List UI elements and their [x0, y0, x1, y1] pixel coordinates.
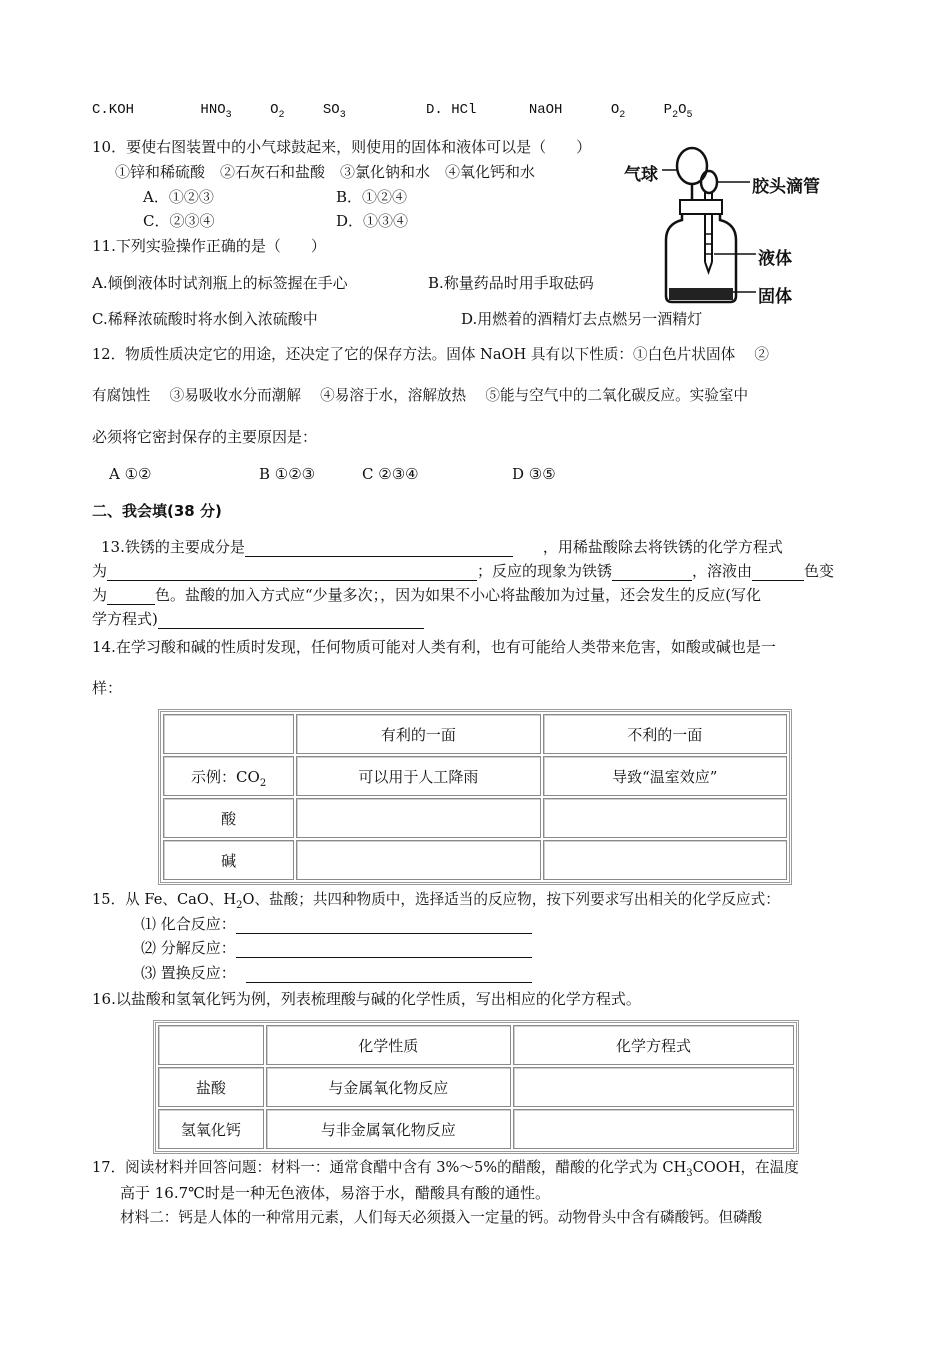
q17-line2: 高于 16.7℃时是一种无色液体，易溶于水，醋酸具有酸的通性。	[120, 1184, 550, 1202]
q14-acid-row	[163, 798, 787, 838]
q15-item3: ⑶ 置换反应：	[141, 963, 532, 983]
q14-base-good-cell[interactable]	[296, 840, 540, 880]
q16-header-property: 化学性质	[266, 1025, 511, 1065]
q15-item1: ⑴ 化合反应：	[141, 914, 532, 934]
q12-line1: 12．物质性质决定它的用途，还决定了它的保存方法。固体 NaOH 具有以下性质：①白色片状固体 ②	[92, 346, 769, 363]
q14-example-row	[163, 756, 787, 796]
q10-stem: 10．要使右图装置中的小气球鼓起来，则使用的固体和液体可以是（ ）	[92, 138, 592, 156]
apparatus-figure	[622, 144, 842, 314]
q16-hcl-row	[158, 1067, 794, 1107]
q11-option-a: A.倾倒液体时试剂瓶上的标签握在手心	[92, 274, 348, 292]
q16-header-row	[158, 1025, 794, 1065]
q13-blank-color-to[interactable]	[107, 588, 155, 605]
q9-option-c: C.KOH $HNO_3$ $O_2$ $SO_3$	[92, 102, 346, 121]
q14-header-good: 有利的一面	[296, 714, 540, 754]
q12-option-c: C ②③④	[362, 465, 419, 483]
q14-header-bad: 不利的一面	[543, 714, 787, 754]
q14-example-bad: 导致“温室效应”	[543, 756, 787, 796]
q14-base-row	[163, 840, 787, 880]
q13-line2: 为 ；反应的现象为铁锈 ，溶液由 色变	[92, 562, 835, 580]
q13-blank-phenomenon[interactable]	[612, 564, 692, 581]
label-balloon: 气球	[624, 165, 658, 185]
q10-items: ①锌和稀硫酸 ②石灰石和盐酸 ③氯化钠和水 ④氧化钙和水	[115, 163, 536, 181]
q14-example-good: 可以用于人工降雨	[296, 756, 540, 796]
q16-stem: 16.以盐酸和氢氧化钙为例，列表梳理酸与碱的化学性质，写出相应的化学方程式。	[92, 990, 641, 1008]
q16-hcl-label: 盐酸	[158, 1067, 264, 1107]
q16-caoh2-label: 氢氧化钙	[158, 1109, 264, 1149]
q14-line1: 14.在学习酸和碱的性质时发现，任何物质可能对人类有利，也有可能给人类带来危害，如酸或碱也是一	[92, 638, 776, 656]
solid-shape	[669, 288, 733, 300]
q16-header-empty	[158, 1025, 264, 1065]
q13-line3: 为 色。盐酸的加入方式应“少量多次；，因为如果不小心将盐酸加为过量，还会发生的反应(写化	[92, 586, 762, 604]
q11-option-c: C.稀释浓硫酸时将水倒入浓硫酸中	[92, 310, 318, 328]
q12-option-d: D ③⑤	[512, 465, 556, 483]
q14-base-label: 碱	[163, 840, 294, 880]
q11-option-b: B.称量药品时用手取砝码	[428, 274, 594, 292]
dropper-bulb-shape	[701, 171, 717, 193]
q16-hcl-property: 与金属氧化物反应	[266, 1067, 511, 1107]
q13-line4: 学方程式)	[92, 609, 424, 629]
label-liquid: 液体	[758, 249, 792, 269]
q17-line1: 17．阅读材料并回答问题：材料一：通常食醋中含有 3%～5%的醋酸，醋酸的化学式为 $CH_3COOH$，在温度	[92, 1159, 799, 1179]
q14-acid-good-cell[interactable]	[296, 798, 540, 838]
q14-acid-bad-cell[interactable]	[543, 798, 787, 838]
q16-hcl-equation-cell[interactable]	[513, 1067, 794, 1107]
q12-option-b: B ①②③	[259, 465, 316, 483]
q14-header-row	[163, 714, 787, 754]
q14-base-bad-cell[interactable]	[543, 840, 787, 880]
q10-option-d: D．①③④	[336, 212, 409, 230]
q15-item2: ⑵ 分解反应：	[141, 938, 532, 958]
section-2-title: 二、我会填(38 分)	[92, 502, 222, 520]
q13-blank-color-from[interactable]	[752, 564, 804, 581]
q14-table	[158, 709, 792, 885]
q15-blank-decomposition[interactable]	[236, 941, 532, 958]
q16-caoh2-row	[158, 1109, 794, 1149]
q14-line2: 样：	[92, 679, 123, 697]
q17-line3: 材料二：钙是人体的一种常用元素，人们每天必须摄入一定量的钙。动物骨头中含有磷酸钙。但磷酸	[120, 1209, 763, 1226]
q12-option-a: A ①②	[109, 465, 152, 483]
q10-option-c: C．②③④	[143, 212, 215, 230]
q11-option-d: D.用燃着的酒精灯去点燃另一酒精灯	[461, 310, 703, 328]
q13-line1: 13.铁锈的主要成分是 ，用稀盐酸除去将铁锈的化学方程式	[101, 538, 783, 556]
q11-stem: 11.下列实验操作正确的是（ ）	[92, 237, 326, 255]
q12-line2: 有腐蚀性 ③易吸收水分而潮解 ④易溶于水，溶解放热 ⑤能与空气中的二氧化碳反应。实验室中	[92, 387, 749, 404]
label-dropper: 胶头滴管	[752, 177, 820, 197]
q10-option-b: B．①②④	[336, 188, 408, 206]
q14-example-label: 示例：$CO_2$	[163, 756, 294, 796]
q13-blank-rust[interactable]	[245, 540, 513, 557]
q14-acid-label: 酸	[163, 798, 294, 838]
q16-caoh2-property: 与非金属氧化物反应	[266, 1109, 511, 1149]
q16-header-equation: 化学方程式	[513, 1025, 794, 1065]
q10-option-a: A．①②③	[143, 188, 214, 206]
q14-header-empty	[163, 714, 294, 754]
q13-blank-equation[interactable]	[107, 564, 477, 581]
q15-blank-combination[interactable]	[236, 917, 532, 934]
q15-stem: 15．从 Fe、CaO、$H_2O$、盐酸；共四种物质中，选择适当的反应物，按下列要求写出相关的化学反应式：	[92, 891, 780, 911]
q12-line3: 必须将它密封保存的主要原因是：	[92, 428, 318, 446]
label-solid: 固体	[758, 287, 792, 307]
q15-blank-displacement[interactable]	[246, 966, 532, 983]
q16-table	[153, 1020, 799, 1154]
q9-option-d: D. HCl NaOH $O_2$ $P_2O_5$	[426, 102, 693, 121]
q13-blank-excess[interactable]	[158, 612, 424, 629]
q16-caoh2-equation-cell[interactable]	[513, 1109, 794, 1149]
